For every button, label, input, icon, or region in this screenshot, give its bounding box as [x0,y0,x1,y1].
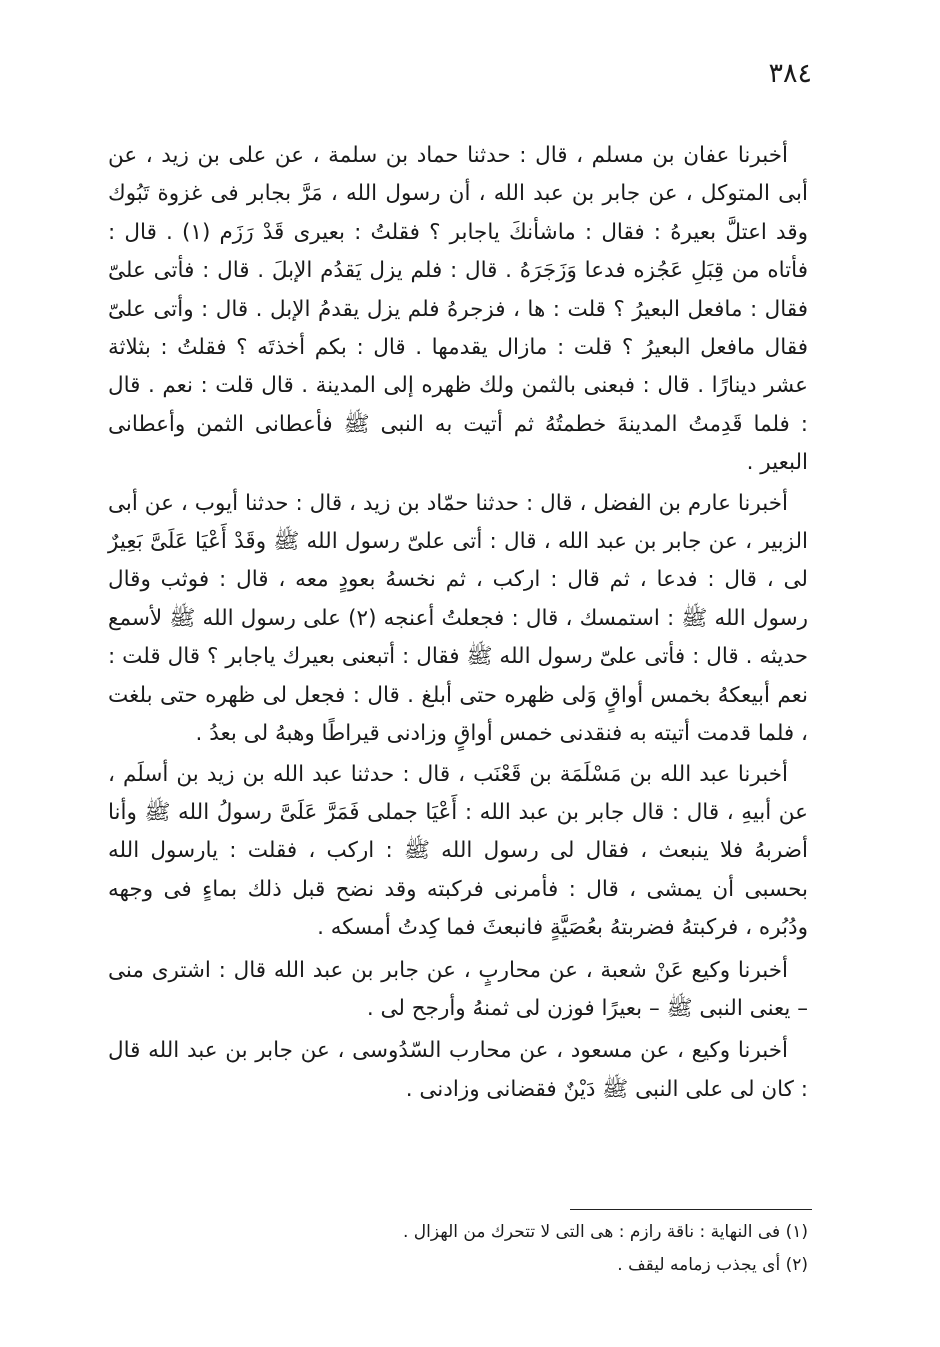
footnote-item: (١) فى النهاية : ناقة رازم : هى التى لا تتحرك من الهزال . [402,1222,808,1242]
hadith-paragraph: أخبرنا وكيع ، عن مسعود ، عن محارب السّدُوسى ، عن جابر بن عبد الله قال : كان لى على النبى ﷺ دَيْنٌ فقضانى وزادنى . [108,1038,808,1102]
hadith-paragraph: أخبرنا عفان بن مسلم ، قال : حدثنا حماد بن سلمة ، عن على بن زيد ، عن أبى المتوكل ، عن جابر بن عبد الله ، أن رسول الله ، مَرَّ بجابر فى غزوة تَبُوك وقد اعتلَّ بعيرهُ : فقال : ماشأنكَ ياجابر ؟ فقلتُ : بعيرى قَدْ رَزَم (١) . قال : فأتاه من قِبَلِ عَجُزه فدعا وَزَجَرَهُ . قال : فلم يزل يَقدُم الإبلَ . قال : فأتى علىّ فقال : مافعل البعيرُ ؟ قلت : ها ، فزجرهُ فلم يزل يقدمُ الإبل . قال : وأتى علىّ فقال مافعل البعيرُ ؟ قلت : مازال يقدمها . قال : بكم أخذتَه ؟ فقلتُ : بثلاثة عشر دينارًا . قال : فبعنى بالثمن ولك ظهره إلى المدينة . قال قلت : نعم . قال : فلما قَدِمتُ المدينةَ خطمتُهُ ثم أتيت به النبى ﷺ فأعطانى الثمن وأعطانى البعير . [108,143,808,476]
footnote-divider [570,1209,812,1210]
main-text [108,137,808,1109]
hadith-paragraph: أخبرنا وكيع عَنْ شعبة ، عن محاربٍ ، عن جابر بن عبد الله قال : اشترى منى – يعنى النبى ﷺ – بعيرًا فوزن لى ثمنهُ وأرجح لى . [108,957,808,1021]
page-number: ٣٨٤ [768,58,812,89]
hadith-paragraph: أخبرنا عبد الله بن مَسْلَمَة بن قَعْنَب ، قال : حدثنا عبد الله بن زيد بن أسلَم ، عن أبيهِ ، قال : قال جابر بن عبد الله : أَعْيَا جملى فَمَرَّ عَلَىَّ رسولُ الله ﷺ وأنا أضربهُ فلا ينبعث ، فقال لى رسول الله ﷺ : اركب ، فقلت : يارسول الله بحسبى أن يمشى ، قال : فأمرنى فركبته وقد نضح قبل ذلك بماءٍ فى وجهه ودُبُره ، فركبتهُ فضربتهُ بعُصَيَّةٍ فانبعثَ فما كِدتُ أمسكه . [108,761,808,941]
footnote-item: (٢) أى يجذب زمامه ليقف . [617,1255,808,1275]
footnotes [248,1216,808,1282]
hadith-paragraph: أخبرنا عارم بن الفضل ، قال : حدثنا حمّاد بن زيد ، قال : حدثنا أيوب ، عن أبى الزبير ، عن جابر بن عبد الله ، قال : أتى علىّ رسول الله ﷺ وقَدْ أَعْيَا عَلَىَّ بَعِيرٌ لى ، قال : فدعا ، ثم قال : اركب ، ثم نخسهُ بعودٍ معه ، قال : فوثب وقال رسول الله ﷺ : استمسك ، قال : فجعلتُ أعنجه (٢) على رسول الله ﷺ لأسمع حديثه . قال : فأتى علىّ رسول الله ﷺ فقال : أتبعنى بعيرك ياجابر ؟ قال قلت : نعم أبيعكهُ بخمس أواقٍ وَلى ظهره حتى أبلغ . قال : فجعل لى ظهره حتى بلغت ، فلما قدمت أتيته به فنقدنى خمس أواقٍ وزادنى قيراطًا وهبهُ لى بعدُ . [108,490,808,747]
